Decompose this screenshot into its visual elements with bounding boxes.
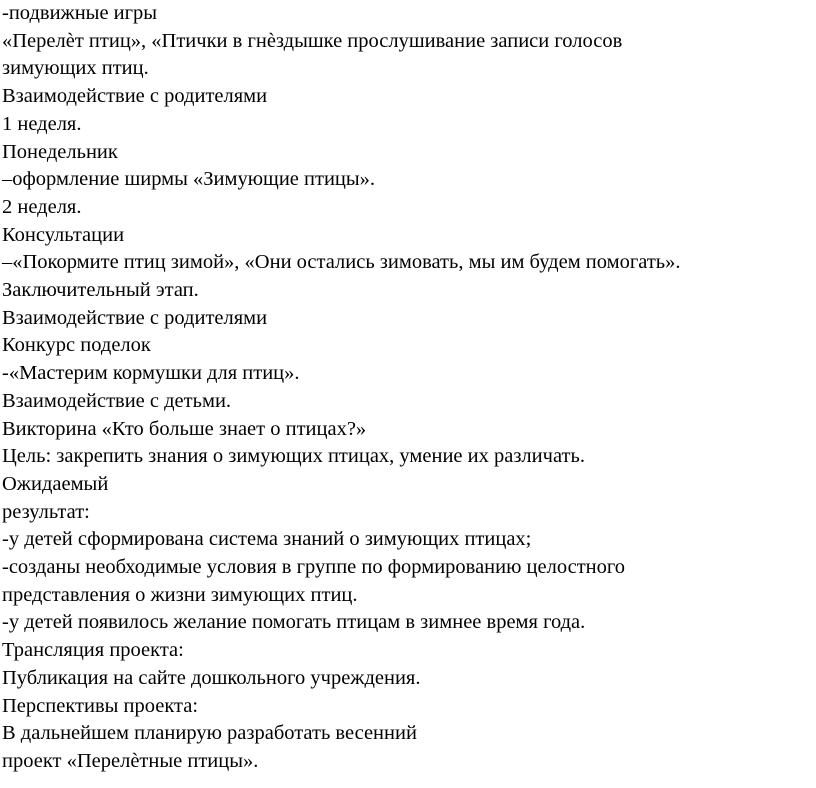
text-line-future-project: проект «Перелѐтные птицы». — [2, 749, 259, 772]
text-line-week-1: 1 неделя. — [2, 112, 82, 135]
text-line-screen-design: –оформление ширмы «Зимующие птицы». — [2, 168, 376, 191]
text-line-outdoor-games: -подвижные игры — [2, 2, 158, 24]
text-line-result-2: -созданы необходимые условия в группе по формированию целостного — [2, 556, 626, 579]
text-line-expected: Ожидаемый — [2, 472, 109, 495]
text-line-result: результат: — [2, 500, 90, 523]
text-line-games-list: «Перелѐт птиц», «Птички в гнѐздышке прослушивание записи голосов — [2, 29, 623, 52]
text-line-result-2-cont: представления о жизни зимующих птиц. — [2, 583, 358, 606]
text-line-parents-heading: Взаимодействие с родителями — [2, 85, 268, 108]
text-line-broadcast-heading: Трансляция проекта: — [2, 639, 184, 662]
text-line-parents-heading-2: Взаимодействие с родителями — [2, 306, 268, 329]
text-line-week-2: 2 неделя. — [2, 195, 82, 218]
text-line-children-heading: Взаимодействие с детьми. — [2, 389, 232, 412]
text-line-result-3: -у детей появилось желание помогать птицам в зимнее время года. — [2, 611, 586, 634]
text-line-monday: Понедельник — [2, 140, 118, 163]
text-line-final-stage: Заключительный этап. — [2, 279, 199, 302]
text-line-result-1: -у детей сформирована система знаний о зимующих птицах; — [2, 528, 532, 551]
text-line-games-list-cont: зимующих птиц. — [2, 57, 149, 80]
text-line-crafts-contest: Конкурс поделок — [2, 334, 151, 357]
text-line-goal: Цель: закрепить знания о зимующих птицах, умение их различать. — [2, 445, 585, 468]
text-line-prospects-heading: Перспективы проекта: — [2, 694, 199, 717]
text-line-future-plan: В дальнейшем планирую разработать весенний — [2, 722, 417, 745]
text-line-publication: Публикация на сайте дошкольного учреждения. — [2, 666, 421, 689]
text-line-feeders: -«Мастерим кормушки для птиц». — [2, 362, 300, 385]
text-line-consultations: Консультации — [2, 223, 125, 246]
text-line-consultation-topics: –«Покормите птиц зимой», «Они остались зимовать, мы им будем помогать». — [2, 251, 681, 274]
text-line-quiz: Викторина «Кто больше знает о птицах?» — [2, 417, 367, 440]
